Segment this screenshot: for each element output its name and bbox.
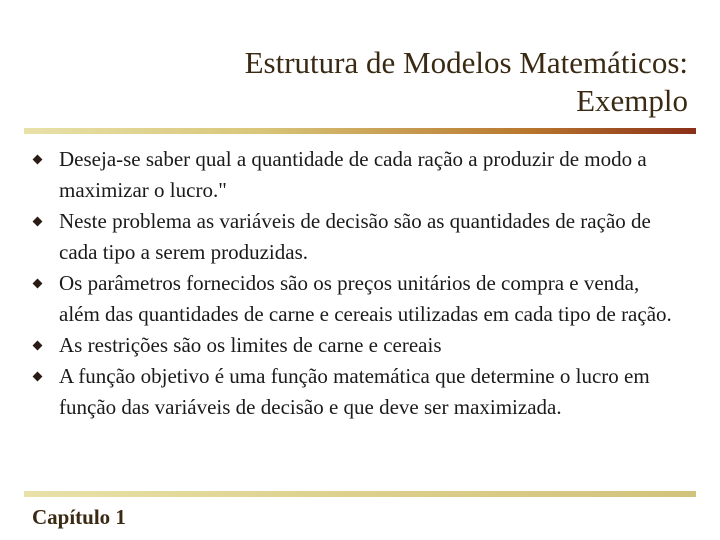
diamond-bullet-icon	[33, 217, 43, 227]
diamond-bullet-icon	[33, 155, 43, 165]
footer-divider	[24, 491, 696, 497]
title-divider	[24, 128, 696, 134]
bullet-item	[30, 206, 680, 268]
diamond-bullet-icon	[33, 341, 43, 351]
bullet-text: As restrições são os limites de carne e cereais	[59, 333, 442, 357]
bullet-item	[30, 268, 680, 330]
bullet-item	[30, 361, 680, 423]
bullet-list	[30, 144, 680, 423]
slide-title	[88, 44, 688, 120]
bullet-text: Deseja-se saber qual a quantidade de cada ração a produzir de modo a maximizar o lucro."	[59, 147, 647, 202]
bullet-text: A função objetivo é uma função matemática que determine o lucro em função das variáveis de decisão e que deve ser maximizada.	[59, 364, 650, 419]
diamond-bullet-icon	[33, 279, 43, 289]
footer-chapter-label: Capítulo 1	[32, 505, 126, 529]
bullet-text: Neste problema as variáveis de decisão são as quantidades de ração de cada tipo a serem produzidas.	[59, 209, 651, 264]
bullet-item	[30, 330, 680, 361]
bullet-text: Os parâmetros fornecidos são os preços unitários de compra e venda, além das quantidades de carne e cereais utilizadas em cada tipo de ração.	[59, 271, 672, 326]
slide-title-line-2: Exemplo	[576, 83, 688, 118]
slide-title-line-1: Estrutura de Modelos Matemáticos:	[244, 45, 688, 80]
bullet-item	[30, 144, 680, 206]
diamond-bullet-icon	[33, 372, 43, 382]
